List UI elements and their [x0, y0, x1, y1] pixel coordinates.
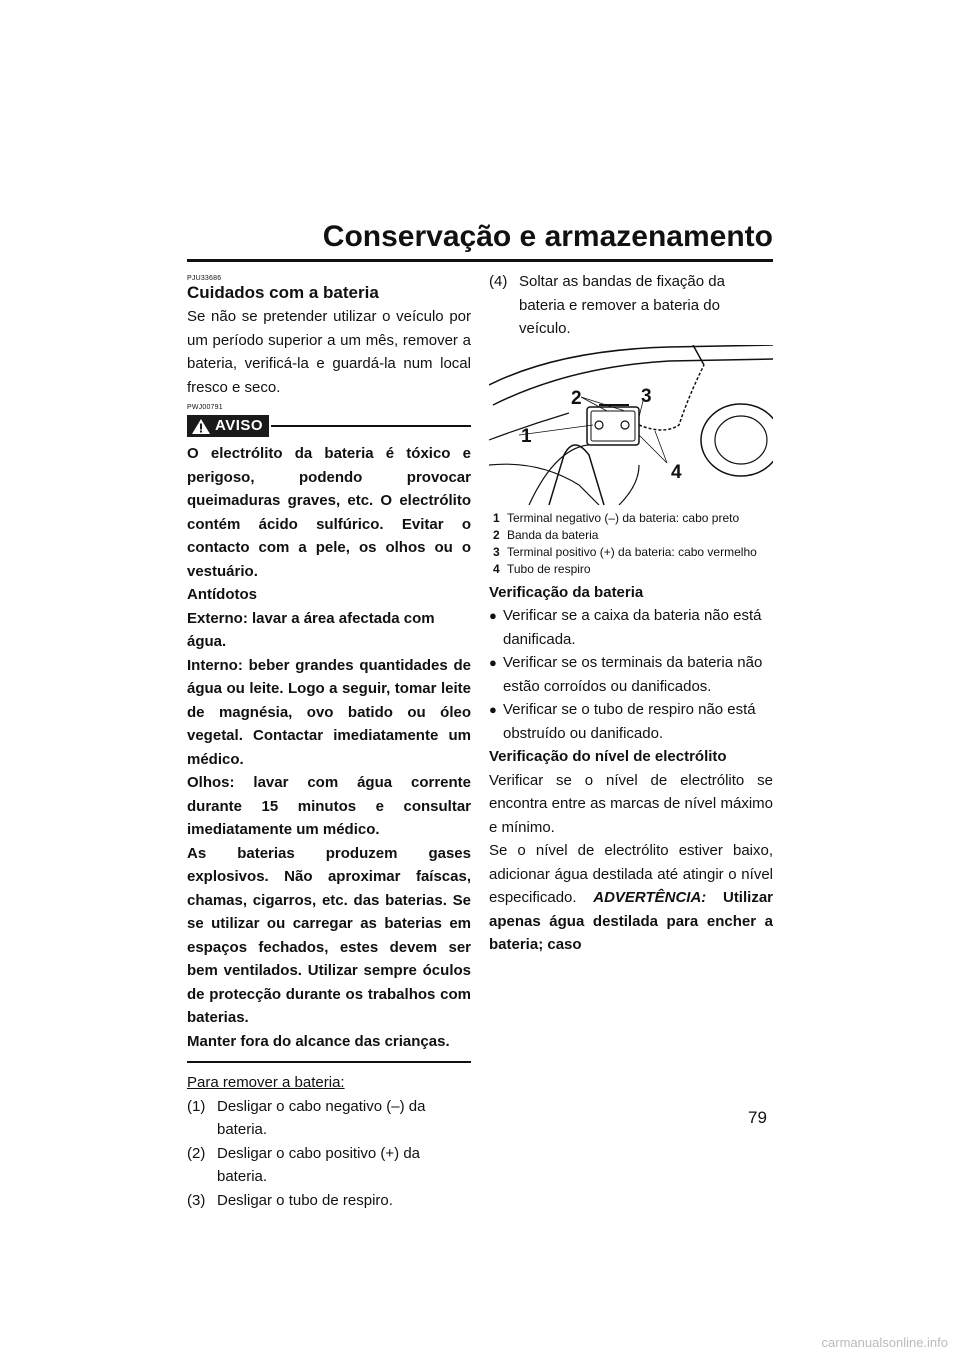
step-item — [489, 270, 773, 341]
battery-illustration — [489, 345, 773, 505]
bullet-icon: ● — [489, 608, 497, 623]
watermark: carmanualsonline.info — [821, 1335, 948, 1350]
warning-text: O electrólito da bateria é tóxico e perigoso, podendo provocar queimaduras graves, etc. O electrólito contém ácido sulfúrico. Evitar o contacto com a pele, os olhos ou o vestuário. — [187, 445, 471, 580]
warning-bottom-rule — [187, 1061, 471, 1063]
warning-rule — [271, 425, 471, 427]
section-code: PJU33686 — [187, 275, 222, 282]
caption-text: Terminal positivo (+) da bateria: cabo vermelho — [507, 544, 757, 559]
caption-item — [489, 527, 773, 543]
caption-number: 2 — [493, 527, 500, 542]
step-text: Desligar o tubo de respiro. — [217, 1191, 393, 1209]
warning-body — [187, 442, 471, 1053]
advert-label: ADVERTÊNCIA: — [593, 889, 707, 906]
left-column — [187, 270, 471, 1212]
right-column — [489, 270, 773, 957]
level-heading: Verificação do nível de electrólito — [489, 748, 727, 765]
warning-header — [187, 414, 471, 438]
bullet-text: Verificar se a caixa da bateria não está danificada. — [503, 607, 762, 648]
header-rule — [187, 259, 773, 262]
caption-number: 3 — [493, 544, 500, 559]
caption-text: Tubo de respiro — [507, 561, 591, 576]
bullet-text: Verificar se o tubo de respiro não está obstruído ou danificado. — [503, 701, 756, 742]
intro-paragraph: Se não se pretender utilizar o veículo por um período superior a um mês, remover a bateria, verificá-la e guardá-la num local fresco e seco. — [187, 308, 471, 396]
step-number: (1) — [187, 1097, 206, 1115]
step-number: (4) — [489, 273, 508, 290]
remove-heading: Para remover a bateria: — [187, 1074, 345, 1091]
bullet-item — [489, 651, 773, 698]
step-item — [187, 1189, 471, 1213]
battery-drawing — [489, 345, 773, 505]
caption-number: 4 — [493, 561, 500, 576]
check-heading: Verificação da bateria — [489, 583, 644, 601]
warning-code: PWJ00791 — [187, 404, 223, 411]
caption-item — [489, 544, 773, 560]
step-number: (3) — [187, 1191, 206, 1209]
step-text: Desligar o cabo negativo (–) da bateria. — [217, 1097, 426, 1138]
figure-caption — [489, 510, 773, 577]
warning-text: Olhos: lavar com água corrente durante 15 minutos e consultar imediatamente um médico. — [187, 774, 471, 838]
step-text: Desligar o cabo positivo (+) da bateria. — [217, 1144, 421, 1185]
page-number: 79 — [748, 1108, 767, 1127]
step-item — [187, 1095, 471, 1142]
figure-label-3: 3 — [641, 385, 652, 407]
bullet-item — [489, 604, 773, 651]
warning-badge — [187, 415, 269, 437]
bullet-text: Verificar se os terminais da bateria não estão corroídos ou danificados. — [503, 654, 763, 695]
warning-triangle-icon — [191, 418, 211, 435]
figure-label-2: 2 — [571, 387, 582, 409]
section-heading: Cuidados com a bateria — [187, 283, 379, 302]
bullet-icon: ● — [489, 702, 497, 717]
warning-text: As baterias produzem gases explosivos. Não aproximar faíscas, chamas, cigarros, etc. das baterias. Se se utilizar ou carregar as baterias em espaços fechados, estes devem ser bem ventilados. Utilizar sempre óculos de protecção durante os trabalhos com baterias. — [187, 844, 471, 1026]
bullet-item — [489, 698, 773, 745]
caption-item — [489, 561, 773, 577]
page-title: Conservação e armazenamento — [322, 220, 773, 253]
warning-text: Externo: lavar a área afectada com água. — [187, 609, 435, 650]
figure-label-1: 1 — [521, 425, 532, 447]
warning-text: Interno: beber grandes quantidades de água ou leite. Logo a seguir, tomar leite de magnésia, ovo batido ou óleo vegetal. Contactar imediatamente um médico. — [187, 656, 471, 768]
step-item — [187, 1142, 471, 1189]
level-paragraph — [489, 839, 773, 957]
figure-label-4: 4 — [671, 461, 682, 483]
caption-text: Terminal negativo (–) da bateria: cabo preto — [507, 510, 740, 525]
warning-text: Antídotos — [187, 586, 257, 603]
step-text: Soltar as bandas de fixação da bateria e remover a bateria do veículo. — [519, 273, 725, 337]
caption-text: Banda da bateria — [507, 527, 599, 542]
level-text: Se o nível de electrólito estiver baixo, adicionar água destilada até atingir o nível especificado. — [489, 842, 773, 906]
caption-item — [489, 510, 773, 526]
level-paragraph: Verificar se o nível de electrólito se encontra entre as marcas de nível máximo e mínimo. — [489, 771, 773, 836]
warning-text: Manter fora do alcance das crianças. — [187, 1032, 450, 1050]
warning-label: AVISO — [215, 417, 264, 435]
bullet-icon: ● — [489, 655, 497, 670]
caption-number: 1 — [493, 510, 500, 525]
step-number: (2) — [187, 1144, 206, 1162]
advert-text: Utilizar apenas água destilada para encher a bateria; caso — [489, 889, 773, 953]
